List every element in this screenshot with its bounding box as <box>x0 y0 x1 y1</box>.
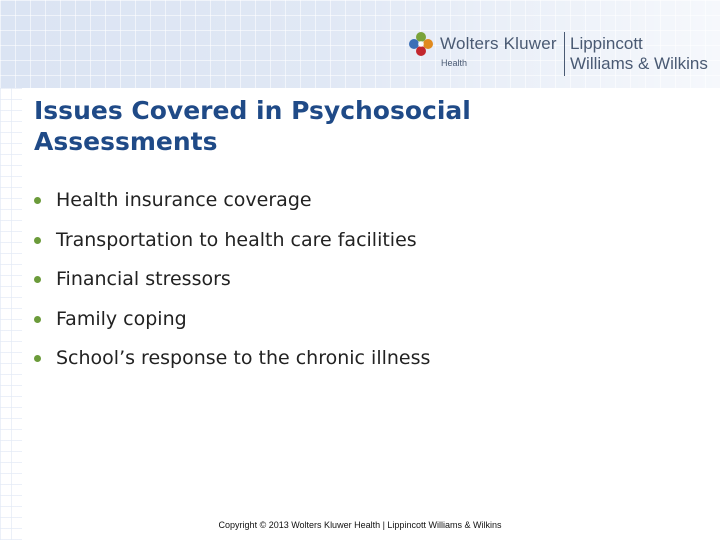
bullet-dot-icon <box>34 316 41 323</box>
bullet-item <box>34 186 430 226</box>
logo-divider <box>564 32 565 76</box>
bullet-dot-icon <box>34 237 41 244</box>
publisher-logo <box>406 28 716 80</box>
bullet-list <box>34 186 430 384</box>
slide-title: Issues Covered in Psychosocial Assessments <box>34 96 471 156</box>
left-grid-decoration <box>0 88 22 540</box>
bullet-text: Financial stressors <box>56 268 231 290</box>
logo-partner-line2: Williams & Wilkins <box>570 54 708 73</box>
bullet-dot-icon <box>34 355 41 362</box>
logo-partner-line1: Lippincott <box>570 34 643 53</box>
bullet-text: Health insurance coverage <box>56 189 312 211</box>
bullet-item <box>34 344 430 384</box>
logo-sub: Health <box>441 58 468 68</box>
bullet-item <box>34 226 430 266</box>
copyright-footer: Copyright © 2013 Wolters Kluwer Health | Lippincott Williams & Wilkins <box>218 520 502 530</box>
wolters-kluwer-icon <box>408 31 434 57</box>
bullet-text: Family coping <box>56 307 187 330</box>
bullet-dot-icon <box>34 276 41 283</box>
bullet-text: Transportation to health care facilities <box>56 228 417 251</box>
bullet-item <box>34 265 430 305</box>
logo-brand: Wolters Kluwer <box>440 34 557 53</box>
bullet-item <box>34 305 430 345</box>
bullet-text: School’s response to the chronic illness <box>56 347 431 369</box>
bullet-dot-icon <box>34 197 41 204</box>
